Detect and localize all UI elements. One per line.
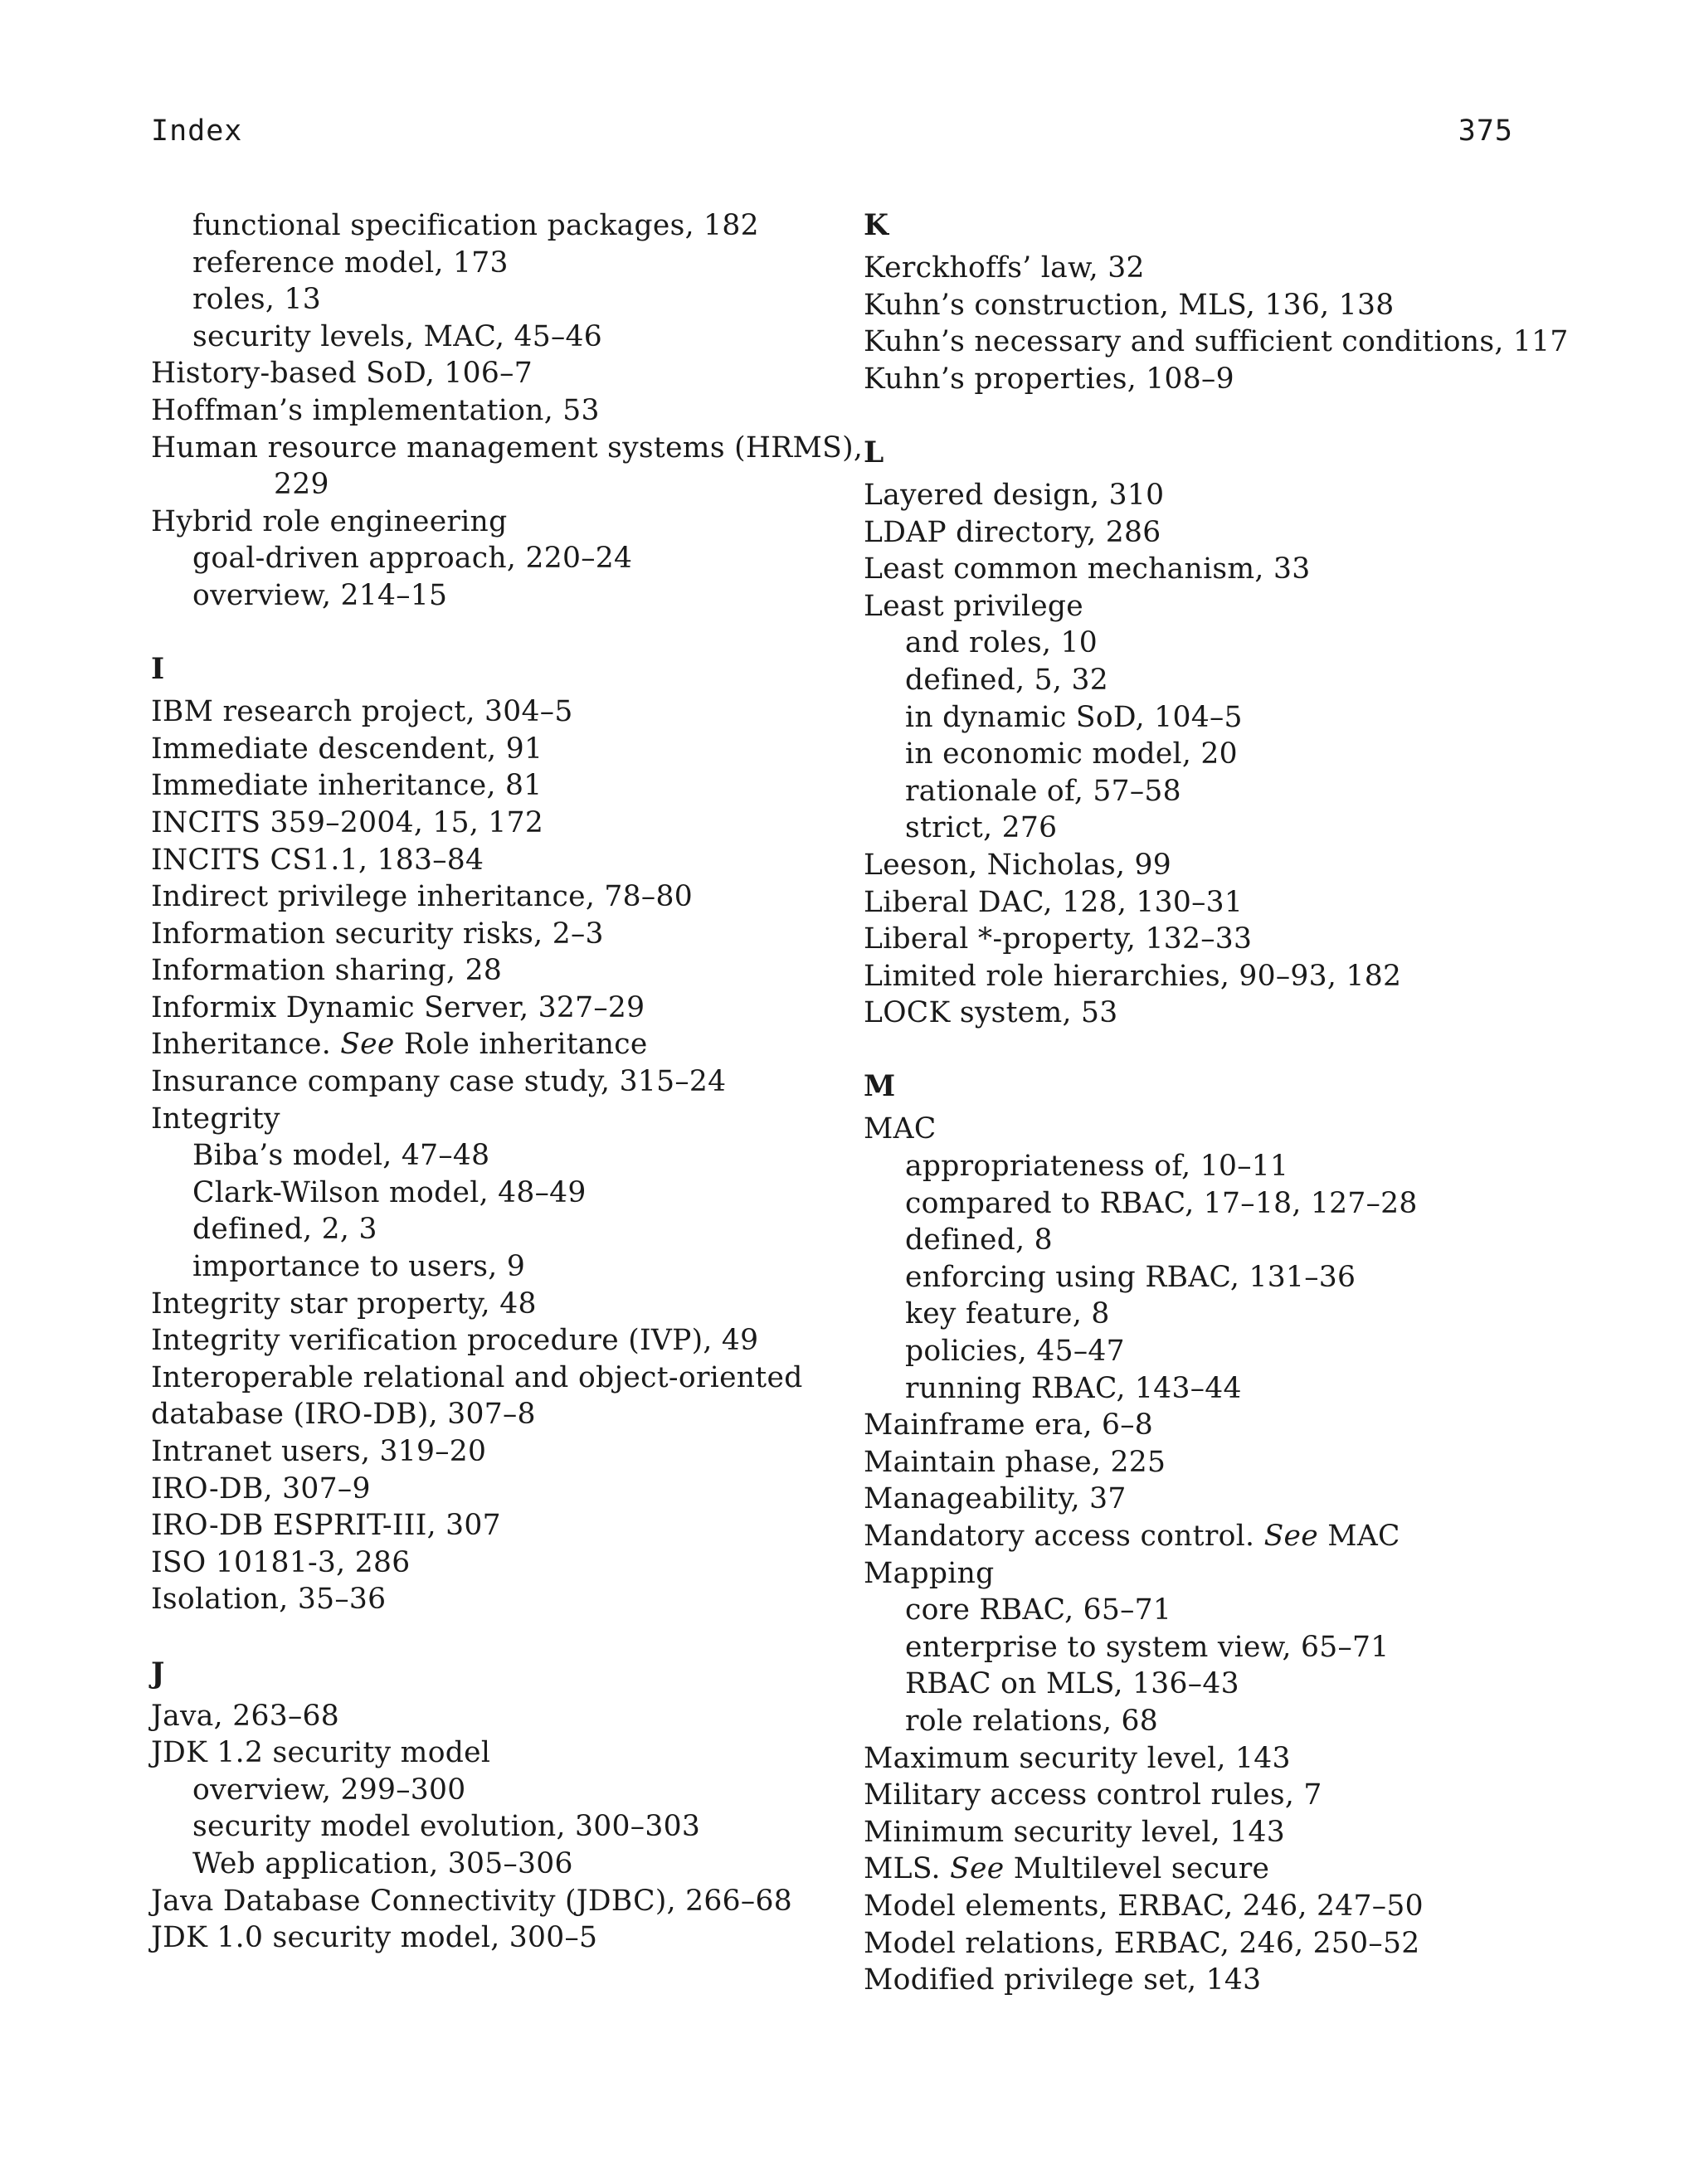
- index-entry: IRO-DB, 307–9: [151, 1471, 371, 1505]
- see-label: See: [1263, 1520, 1318, 1553]
- index-entry: Human resource management systems (HRMS),: [151, 430, 864, 465]
- index-entry: INCITS CS1.1, 183–84: [151, 843, 484, 877]
- index-subentry: 229: [274, 468, 329, 502]
- index-entry: LOCK system, 53: [864, 996, 1118, 1030]
- index-entry: Information security risks, 2–3: [151, 917, 604, 951]
- index-subentry: and roles, 10: [905, 626, 1098, 660]
- see-target: MAC: [1317, 1520, 1400, 1553]
- index-entry: Information sharing, 28: [151, 954, 503, 988]
- index-column-right: [864, 207, 1569, 1999]
- index-subentry: overview, 214–15: [192, 578, 448, 612]
- index-subentry: core RBAC, 65–71: [905, 1593, 1172, 1627]
- index-subentry: strict, 276: [905, 811, 1058, 845]
- see-label: See: [340, 1028, 395, 1062]
- index-subentry: Biba’s model, 47–48: [192, 1139, 490, 1173]
- index-subentry: in economic model, 20: [905, 737, 1238, 771]
- index-subentry: importance to users, 9: [192, 1250, 526, 1284]
- index-entry: Integrity: [151, 1102, 280, 1136]
- entry-term: MLS.: [864, 1852, 951, 1886]
- index-subentry: defined, 2, 3: [192, 1213, 377, 1247]
- index-subentry: overview, 299–300: [192, 1773, 466, 1807]
- index-letter-heading: K: [864, 209, 889, 242]
- index-entry: IRO-DB ESPRIT-III, 307: [151, 1509, 501, 1543]
- index-entry: Intranet users, 319–20: [151, 1435, 487, 1468]
- index-subentry: defined, 5, 32: [905, 663, 1108, 697]
- index-entry: Maximum security level, 143: [864, 1741, 1291, 1775]
- index-entry: Kuhn’s construction, MLS, 136, 138: [864, 288, 1395, 322]
- index-entry: JDK 1.2 security model: [151, 1736, 491, 1770]
- index-subentry: RBAC on MLS, 136–43: [905, 1667, 1239, 1701]
- index-entry: Integrity star property, 48: [151, 1287, 537, 1321]
- section-spacer: [151, 1618, 840, 1656]
- index-subentry: rationale of, 57–58: [905, 774, 1181, 808]
- entry-term: Mandatory access control.: [864, 1520, 1264, 1553]
- index-entry: IBM research project, 304–5: [151, 695, 573, 729]
- index-subentry: in dynamic SoD, 104–5: [905, 700, 1243, 734]
- index-subentry: roles, 13: [192, 283, 321, 317]
- index-subentry: running RBAC, 143–44: [905, 1371, 1242, 1405]
- index-entry: Kerckhoffs’ law, 32: [864, 251, 1145, 285]
- index-entry: Leeson, Nicholas, 99: [864, 848, 1172, 882]
- index-subentry: enterprise to system view, 65–71: [905, 1630, 1390, 1664]
- index-letter-heading: L: [864, 435, 884, 469]
- index-entry: MAC: [864, 1112, 937, 1146]
- index-entry: Modified privilege set, 143: [864, 1963, 1262, 1997]
- index-subentry: role relations, 68: [905, 1704, 1159, 1738]
- index-entry: INCITS 359–2004, 15, 172: [151, 805, 544, 839]
- index-entry: JDK 1.0 security model, 300–5: [151, 1921, 598, 1955]
- index-entry: Military access control rules, 7: [864, 1778, 1322, 1812]
- index-entry: Hybrid role engineering: [151, 504, 508, 538]
- index-entry: Indirect privilege inheritance, 78–80: [151, 880, 693, 914]
- running-header: [151, 114, 1513, 156]
- entry-term: Inheritance.: [151, 1028, 341, 1062]
- index-entry: Java, 263–68: [151, 1699, 339, 1733]
- index-entry: Insurance company case study, 315–24: [151, 1065, 727, 1099]
- see-label: See: [950, 1852, 1005, 1886]
- index-entry: Kuhn’s necessary and sufficient conditions, 117: [864, 325, 1569, 359]
- index-subentry: security model evolution, 300–303: [192, 1810, 701, 1844]
- index-subentry: policies, 45–47: [905, 1335, 1125, 1369]
- see-target: Role inheritance: [394, 1028, 648, 1062]
- index-entry: Integrity verification procedure (IVP), 49: [151, 1324, 759, 1358]
- index-subentry: compared to RBAC, 17–18, 127–28: [905, 1186, 1418, 1220]
- index-letter-heading: J: [151, 1656, 165, 1690]
- see-target: Multilevel secure: [1004, 1852, 1270, 1886]
- index-entry: Isolation, 35–36: [151, 1583, 387, 1617]
- index-entry: Manageability, 37: [864, 1482, 1127, 1516]
- index-entry: Hoffman’s implementation, 53: [151, 393, 600, 427]
- index-entry: Immediate inheritance, 81: [151, 769, 543, 803]
- index-entry: Liberal DAC, 128, 130–31: [864, 885, 1244, 919]
- index-entry: Limited role hierarchies, 90–93, 182: [864, 959, 1402, 993]
- index-subentry: enforcing using RBAC, 131–36: [905, 1260, 1356, 1294]
- index-entry: Immediate descendent, 91: [151, 732, 543, 766]
- index-entry-see-reference: [864, 1518, 1527, 1555]
- header-title: Index: [151, 114, 243, 148]
- index-entry: Mainframe era, 6–8: [864, 1408, 1154, 1442]
- index-entry: Liberal *-property, 132–33: [864, 922, 1253, 956]
- index-entry: Maintain phase, 225: [864, 1445, 1166, 1479]
- index-column-left: [151, 207, 864, 1957]
- index-entry: LDAP directory, 286: [864, 515, 1161, 549]
- index-subentry: functional specification packages, 182: [192, 209, 759, 242]
- section-spacer: [151, 615, 840, 652]
- index-entry: Mapping: [864, 1556, 995, 1590]
- index-subentry: reference model, 173: [192, 246, 509, 280]
- section-spacer: [864, 397, 1527, 435]
- index-entry: Kuhn’s properties, 108–9: [864, 362, 1234, 396]
- index-entry: Interoperable relational and object-oriented: [151, 1360, 803, 1394]
- index-entry-see-reference: [151, 1026, 840, 1063]
- index-entry: Least common mechanism, 33: [864, 552, 1311, 586]
- index-subentry: goal-driven approach, 220–24: [192, 542, 633, 576]
- index-entry: database (IRO-DB), 307–8: [151, 1398, 536, 1432]
- index-entry: Model elements, ERBAC, 246, 247–50: [864, 1889, 1424, 1923]
- index-entry-see-reference: [864, 1851, 1527, 1888]
- index-letter-heading: I: [151, 653, 165, 687]
- index-entry: Layered design, 310: [864, 478, 1165, 512]
- index-entry: Minimum security level, 143: [864, 1815, 1286, 1849]
- index-letter-heading: M: [864, 1070, 896, 1104]
- page-number: 375: [1458, 114, 1513, 148]
- index-subentry: appropriateness of, 10–11: [905, 1150, 1289, 1184]
- index-subentry: defined, 8: [905, 1223, 1053, 1257]
- index-entry: History-based SoD, 106–7: [151, 357, 533, 391]
- index-subentry: Web application, 305–306: [192, 1846, 573, 1880]
- index-entry: Least privilege: [864, 589, 1084, 623]
- section-spacer: [864, 1032, 1527, 1069]
- index-subentry: key feature, 8: [905, 1297, 1110, 1331]
- index-entry: Informix Dynamic Server, 327–29: [151, 990, 645, 1024]
- index-entry: Model relations, ERBAC, 246, 250–52: [864, 1926, 1420, 1960]
- index-entry: Java Database Connectivity (JDBC), 266–68: [151, 1884, 792, 1918]
- index-entry: ISO 10181-3, 286: [151, 1545, 411, 1579]
- index-subentry: security levels, MAC, 45–46: [192, 319, 603, 353]
- index-subentry: Clark-Wilson model, 48–49: [192, 1175, 587, 1209]
